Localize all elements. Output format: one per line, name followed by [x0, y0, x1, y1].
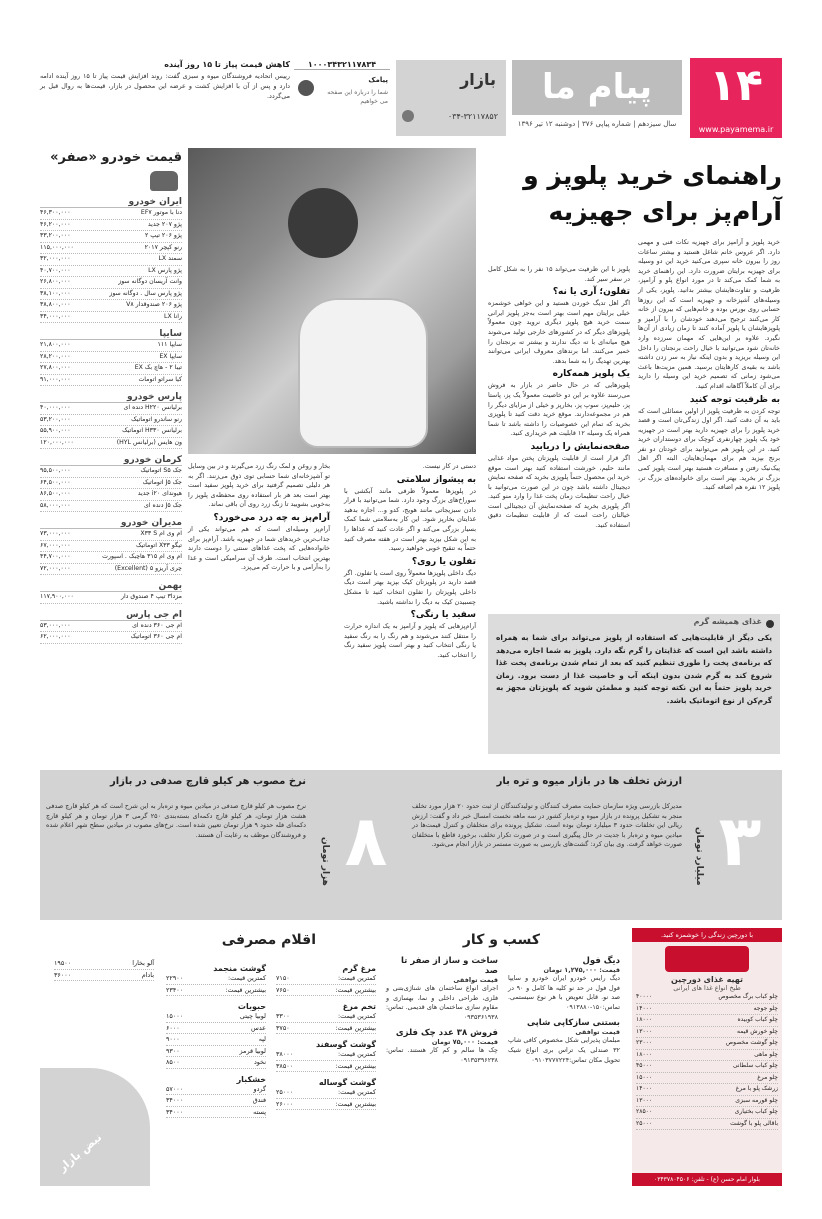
price-row — [166, 1046, 266, 1058]
item-name: هیوندای i۲۰ جدید — [137, 490, 182, 497]
article-col-4 — [188, 462, 330, 573]
price-row — [166, 973, 266, 985]
price-row — [40, 243, 182, 255]
price-row — [40, 621, 182, 633]
expense-group-title: مرغ گرم — [342, 964, 376, 973]
price-row — [636, 1107, 778, 1119]
expenses-col-left — [54, 958, 154, 981]
expenses-title: اقلام مصرفی — [221, 932, 316, 948]
car-group-title: ایران خودرو — [40, 197, 182, 208]
item-price: ۱۵۰۰۰ — [636, 1073, 653, 1081]
car-price-groups — [40, 197, 182, 644]
price-row — [40, 208, 182, 220]
rice-cooker-illustration — [298, 298, 428, 448]
price-row — [40, 340, 182, 352]
item-name: پژو ۲۰۷ جدید — [147, 220, 182, 228]
business-ad — [508, 1018, 620, 1065]
car-group-title: پارس خودرو — [40, 392, 182, 403]
item-name: گردو — [253, 1084, 266, 1093]
article-text: آرام‌پزهایی که پلوپز و آرامپز به یک اندازه حرارت را منتقل کنند می‌شوند و هم رنگ را به رنگ سفید یا رنگی انتخاب کنید و بهتر است پلوپز سفید رنگ را انتخاب کنید. — [344, 622, 476, 659]
expense-group-title: تخم مرغ — [342, 1002, 376, 1011]
item-price: ۲۳۰۰۰ — [636, 1039, 653, 1046]
item-price: ۳۴,۰۰۰,۰۰۰ — [40, 312, 71, 320]
subheading: تفلون یا روی؟ — [411, 556, 476, 567]
price-row — [276, 985, 376, 997]
item-price: ۹۰۰۰ — [166, 1035, 180, 1043]
price-row — [40, 478, 182, 490]
item-price: ۴۶,۲۰۰,۰۰۰ — [40, 220, 71, 228]
business-ad-title: بستنی سازکاپی شاپی — [526, 1018, 620, 1029]
expense-group-title: گوشت منجمد — [213, 964, 266, 973]
expenses-section — [40, 928, 376, 1186]
item-price: ۲۶,۸۰۰,۰۰۰ — [40, 278, 71, 285]
item-name: چلو گوشت مخصوص — [725, 1039, 778, 1046]
item-name: چلو کباب بختیاری — [734, 1108, 778, 1115]
news-body: رییس اتحادیه فروشندگان میوه و سبزی گفت: روند افزایش قیمت پیاز تا ۱۵ روز آینده ادامه دارد و پس از آن با افزایش کشت و عرضه این محصول در بازار، قیمت‌ها به روال قبل بر می‌گردد. — [40, 72, 290, 100]
title-line-1: راهنمای خرید پلوپز و — [523, 161, 782, 190]
article-text: بخار و روغن و لمک رنگ زرد می‌گیرند و در بین وسایل تو آشپزخانه‌ای شما حسابی توی ذوق می‌زنند. اگر به هر دلیلی تصمیم‌ گرفتید برای خرید پلوپز سفید است بهتر است بعد هر بار استفاده روی محفظه‌ی پلوپز را به‌خوبی بشویید تا زنگ زرد روی آن باقی نماند. — [188, 462, 330, 509]
subheading: یک پلوپز همه‌کاره — [552, 369, 630, 380]
restaurant-address: بلوار امام حسن (ع) - تلفن: ۰۳۴۳۷۸۰۴۵۰۶ — [632, 1173, 782, 1186]
business-ad-price: قیمت توافقی — [453, 976, 498, 984]
restaurant-banner: با دورچین زندگی را خوشمزه کنید. — [632, 928, 782, 942]
item-price: ۲۶۰۰۰ — [276, 1099, 294, 1108]
item-price: ۱۱۵,۰۰۰,۰۰۰ — [40, 243, 74, 251]
item-name: باقالی پلو با گوشت — [730, 1119, 778, 1127]
page-number-block — [690, 58, 782, 138]
item-name: بادام — [141, 970, 154, 979]
item-price: ۴۶,۳۰۰,۰۰۰ — [40, 209, 71, 216]
business-ad-price: قیمت: ۱,۲۷۵,۰۰۰ تومان — [543, 966, 620, 974]
sms-label: پیامک — [368, 76, 388, 84]
subheading: آرام‌پز به چه درد می‌خورد؟ — [213, 512, 330, 523]
market-banner — [40, 770, 782, 920]
item-name: بیشترین قیمت: — [225, 985, 266, 994]
price-row — [40, 312, 182, 324]
item-name: ام وی ام ۳۱۵ هاچبک . اسپورت — [102, 553, 182, 560]
item-price: ۳۶۰۰۰ — [54, 970, 72, 979]
price-row — [40, 363, 182, 375]
title-line-2: آرام‌پز برای جهیزیه — [548, 197, 782, 226]
price-row — [276, 1061, 376, 1073]
mushroom-title: نرخ مصوب هر کیلو قارچ صدفی در بازار — [109, 776, 306, 787]
item-name: آلو بخارا — [132, 959, 154, 967]
item-price: ۱۴۰۰۰ — [636, 1085, 653, 1092]
price-row — [276, 1049, 376, 1061]
item-price: ۷۳,۰۰۰,۰۰۰ — [40, 530, 71, 537]
item-price: ۶۷,۰۰۰,۰۰۰ — [40, 541, 71, 549]
business-ad-title: فروش ۳۸ عدد چک فلزی — [395, 1028, 498, 1039]
item-price: ۴۵۰۰۰ — [636, 1062, 653, 1069]
item-price: ۵۳,۰۰۰,۰۰۰ — [40, 621, 71, 629]
price-row — [40, 277, 182, 289]
item-name: لوبیا چیتی — [239, 1012, 266, 1020]
expense-group-title: خشکبار — [236, 1074, 266, 1084]
car-prices-title: قیمت خودرو «صفر» — [50, 150, 182, 165]
expense-group-title: گوشت گوسفند — [316, 1040, 376, 1049]
item-name: بیشترین قیمت: — [335, 1099, 376, 1108]
item-name: چلو کباب کوبیده — [737, 1016, 778, 1023]
price-row — [276, 1011, 376, 1023]
subheading: به ظرفیت توجه کنید — [689, 394, 780, 405]
price-row — [276, 1023, 376, 1035]
item-name: پژو ۲۰۶ تیپ ۲ — [144, 232, 182, 239]
price-row — [40, 564, 182, 576]
item-price: ۱۲۰,۰۰۰,۰۰۰ — [40, 438, 74, 446]
item-price: ۵۷۰۰۰ — [166, 1084, 184, 1093]
sms-block — [294, 60, 390, 136]
item-name: کیا سراتو اتومات — [138, 375, 182, 383]
article-text: دیگ داخلی پلوپزها معمولاً روی است یا تفلون. اگر قصد دارید در پلوپزتان کیک بپزید بهتر است دیگ داخلی پلوپزتان را تفلون انتخاب کنید تا مشکل چسبیدن کیک به دیگ را نداشته باشید. — [344, 568, 476, 606]
item-price: ۲۸,۲۰۰,۰۰۰ — [40, 352, 71, 360]
article-text: اگر اهل تدیگ خوردن هستید و این خواهی خوشمزه خیلی برایتان مهم است بهتر است به‌جز پلوپز ایرانی سمت خرید هیچ پلوپز دیگری نروید چون معمولاً پلوپزهای دیگر که در کشورهای خارجی تولید می‌شوند هیچ میانه‌ای با ته دیگ ندارند و بیشتر ته برنجتان را خمیر می‌کنند. اما برندهای معروف ایرانی می‌توانند بهترین تهدیگ را به شما بدهد. — [488, 299, 630, 365]
item-price: ۴۰,۷۰۰,۰۰۰ — [40, 266, 71, 274]
item-name: تیبا ۲ - هاچ بک EX — [134, 364, 182, 371]
item-price: ۲۷,۸۰۰,۰۰۰ — [40, 364, 71, 371]
item-price: ۵۳,۲۰۰,۰۰۰ — [40, 415, 71, 423]
item-price: ۱۱۷,۹۰۰,۰۰۰ — [40, 593, 74, 600]
business-title: کسب و کار — [462, 932, 540, 948]
item-name: پژو پارس LX — [148, 266, 182, 274]
price-row — [40, 415, 182, 427]
item-name: کمترین قیمت: — [338, 1050, 376, 1058]
business-col-right — [508, 956, 620, 1071]
price-row — [40, 266, 182, 278]
violation-title: ارزش تخلف ها در بازار میوه و تره بار — [496, 776, 682, 787]
item-name: تیگو X۳۳ اتوماتیک — [136, 541, 182, 549]
item-name: جک S۵ اتوماتیک — [140, 467, 182, 474]
item-name: کمترین قیمت: — [338, 1012, 376, 1020]
item-price: ۴۴,۷۰۰,۰۰۰ — [40, 553, 71, 560]
price-row — [636, 1027, 778, 1039]
item-name: لوبیا قرمز — [239, 1046, 266, 1055]
item-name: چلو کباب سلطانی — [732, 1062, 778, 1069]
item-name: رنو کپچر ۲۰۱۷ — [144, 243, 182, 251]
price-row — [636, 1073, 778, 1085]
article-text: دستی در کار نیست. — [422, 462, 476, 470]
price-row — [166, 1107, 266, 1119]
price-row — [166, 1084, 266, 1096]
price-row — [40, 426, 182, 438]
subheading: صفحه‌نمایش را دریابید — [530, 441, 630, 452]
business-ad-body: چک ها سالم و کم کار هستند. تماس: ۰۹۱۳۵۳۹۶۲۳۸ — [386, 1046, 498, 1064]
price-row — [40, 231, 182, 243]
violation-body: مدیرکل بازرسی ویژه سازمان حمایت مصرف کنندگان و تولیدکنندگان از ثبت حدود ۲۰ هزار مورد تخلف منجر به تشکیل پرونده در بازار میوه و تره‌بار کشور در سه ماهه نخست امسال خبر داد و گفت: ارزش ریالی این تخلفات حدود ۳ میلیارد تومان بوده است. تشکیل پرونده برای متخلفان و کنترل قیمت‌ها در میادین میوه و تره‌بار با جدیت در حال پیگیری است و در صورت تکرار تخلف، برخورد قاطع با متخلفان صورت خواهد گرفت. وی بیان کرد: گشت‌های بازرسی به صورت مستمر در بازار انجام می‌شود. — [412, 802, 682, 849]
item-price: ۵۵,۹۰۰,۰۰۰ — [40, 427, 71, 434]
item-price: ۸۵۰۰ — [166, 1058, 180, 1066]
price-row — [40, 352, 182, 364]
price-row — [166, 1023, 266, 1035]
price-row — [636, 1119, 778, 1131]
item-price: ۲۱,۸۰۰,۰۰۰ — [40, 341, 71, 348]
car-group-title: سایپا — [40, 329, 182, 340]
expense-group-title: گوشت گوساله — [318, 1078, 376, 1087]
price-row — [40, 403, 182, 415]
item-price: ۳۸۰۰۰ — [276, 1050, 294, 1058]
price-row — [636, 1084, 778, 1096]
item-price: ۱۵۰۰۰ — [166, 1012, 184, 1020]
article-text: پلوپز با این ظرفیت می‌تواند ۱۵ نفر را به شکل کامل در سفر سیر کند. — [488, 265, 630, 283]
item-name: چلو قورمه سبزی — [735, 1096, 778, 1104]
price-row — [276, 973, 376, 985]
item-price: ۳۲,۰۰۰,۰۰۰ — [40, 255, 71, 262]
item-name: لپه — [258, 1035, 266, 1043]
price-row — [636, 1061, 778, 1073]
car-group-title: ام جی پارس — [40, 610, 182, 621]
article-text: در پلوپزها معمولاً ظرفی مانند آبکشی با سوراخ‌های بزرگ وجود دارد. شما می‌توانید با قرار دادن سبزیجاتی مانند هویج، کدو و... اجازه بدهید غذایتان بخارپز شود. این کار به‌سلامتی شما کمک بسیار بزرگی می‌کند و اگر عادت کنید که غذاها را به این شکل بپزید بهتر است در هفته مصرف کنید حتماً به تنقیح خوبی خواهید رسید. — [344, 486, 476, 553]
item-price: ۳۸,۱۰۰,۰۰۰ — [40, 289, 71, 297]
item-price: ۱۸۰۰۰ — [636, 1016, 653, 1023]
item-name: برلیانس H۲۲۰ دنده ای — [123, 404, 182, 411]
business-ad — [386, 956, 498, 1022]
item-price: ۳۴۰۰۰ — [166, 1107, 184, 1116]
item-price: ۷۲,۰۰۰,۰۰۰ — [40, 564, 71, 572]
price-row — [40, 254, 182, 266]
item-name: بیشترین قیمت: — [335, 985, 376, 994]
price-row — [40, 541, 182, 553]
item-name: ام وی ام X۳۳ S — [140, 530, 182, 537]
expenses-col-right — [276, 958, 376, 1110]
phone-icon — [402, 110, 414, 122]
price-row — [636, 1050, 778, 1062]
item-price: ۲۸۵۰۰ — [636, 1108, 653, 1115]
section-title: بازار — [460, 70, 496, 89]
item-price: ۹۱,۰۰۰,۰۰۰ — [40, 375, 71, 383]
item-price: ۲۳۴۰۰ — [166, 985, 184, 994]
item-name: ام جی ۳۶۰ دنده ای — [132, 621, 182, 629]
item-price: ۲۲۹۰۰ — [166, 974, 184, 982]
item-price: ۱۴۰۰۰ — [636, 1004, 653, 1012]
item-name: برلیانس H۳۳۰ اتوماتیک — [122, 427, 182, 434]
item-name: کمترین قیمت: — [228, 974, 266, 982]
price-row — [40, 220, 182, 232]
item-name: وانت آریسان دوگانه سوز — [118, 278, 182, 285]
sms-icon — [298, 80, 314, 96]
business-ad-price: قیمت: ۷۵,۰۰۰ تومان — [431, 1038, 498, 1047]
item-price: ۳۸۵۰۰ — [276, 1061, 294, 1070]
item-price: ۷۶۵۰ — [276, 985, 290, 994]
item-price: ۳۸,۸۰۰,۰۰۰ — [40, 301, 71, 308]
item-name: چلو جوجه — [753, 1004, 778, 1012]
business-ad-body: اجرای انواع ساختمان های شناژی‌بتنی و فلزی، طراحی داخلی و نما، بهسازی و مقاوم سازی ساختمان های قدیمی. تماس: ۰۹۳۵۳۶۱۹۳۸ — [386, 984, 498, 1021]
violation-unit: میلیارد تومان — [694, 827, 704, 886]
restaurant-ad — [632, 928, 782, 1186]
item-name: زرشک پلو با مرغ — [735, 1085, 778, 1092]
price-row — [636, 1015, 778, 1027]
article-col-1 — [638, 238, 780, 493]
price-row — [636, 992, 778, 1004]
price-row — [40, 438, 182, 450]
business-col-left — [386, 956, 498, 1072]
article-text: توجه کردن به ظرفیت پلوپز از اولین مسائلی است که باید به آن دقت کنید. اگر اول زندگی‌تان است و قصد خرید پلوپز را برای جهیزیه دارید بهتر است در جهیزیه خود یک پلوپز چهارنفری کوچک برای دوستداران خرید کنید. در این پلوپز هم می‌توانید برای خودتان دو نفر برنج بپزید هم برای مهمان‌هایتان. البته اگر اهل پیک‌نیک رفتن و مسافرت هستید بهتر است پلوپز کمی بزرگ تر بخرید. بهتر است برای خانواده‌های بزرگ تر، پلوپز ۱۲ نفره هم اضافه کنید. — [638, 406, 780, 492]
item-name: دنا با موتور EF۷ — [140, 209, 182, 216]
business-ad-price: قیمت توافقی — [575, 1028, 620, 1037]
item-name: پژو پارس سال . دوگانه سوز — [109, 289, 182, 297]
item-name: بیشترین قیمت: — [335, 1023, 376, 1032]
item-price: ۶۰۰۰ — [166, 1023, 180, 1032]
item-price: ۶۴,۵۰۰,۰۰۰ — [40, 478, 71, 486]
price-row — [40, 489, 182, 501]
callout-title: غذای همیشه گرم — [693, 617, 762, 626]
item-price: ۳۳,۲۰۰,۰۰۰ — [40, 232, 71, 239]
car-group-title: مدیران خودرو — [40, 518, 182, 529]
callout-bullet-icon — [766, 620, 774, 628]
mushroom-body: نرخ مصوب هر کیلو قارچ صدفی در میادین میوه و تره‌بار به این شرح است که هر کیلو قارچ صدفی هشت هزار تومان، هر کیلو قارچ دکمه‌ای بسته‌بندی ۲۵۰ گرمی ۳ هزار تومان و هر کیلو قارچ دکمه‌ای فله حدود ۹ هزار تومان تعیین شده است. نرخ‌های مصوب در میادین سطح شهر اعلام شده و فروشندگان موظف به رعایت آن هستند. — [46, 802, 306, 839]
item-name: رنو ساندرو اتوماتیک — [131, 415, 182, 423]
price-row — [276, 1099, 376, 1111]
article-text: آرام‌پز وسیله‌ای است که هم می‌تواند یکی از جذاب‌ترین خریدهای شما در جهیزیه باشد. آرام‌پز برای خانواده‌هایی که پخت غذاهای سنتی را دوست دارند بهترین انتخاب است. ظرف آن سرامیکی است و غذا را به‌آرامی و با حرارت کم می‌پزد. — [188, 524, 330, 572]
expense-group-title: حبوبات — [237, 1002, 266, 1011]
business-ad — [386, 1028, 498, 1065]
item-price: ۹۵,۵۰۰,۰۰۰ — [40, 467, 71, 474]
item-name: جک J۵ دنده ای — [144, 501, 182, 509]
item-name: کمترین قیمت: — [338, 1088, 376, 1096]
item-price: ۱۳۰۰۰ — [636, 1027, 653, 1035]
business-ad-body: دیگ رایس خودرو ایران خودرو و سایپا فول فول در حد نو کلیه ها کامل و ۹۰ در صد نو. قابل تعویض با هر نوع سیستمی. تماس:۱۵۰-۰۹۱۳۸۸۰ — [508, 974, 620, 1011]
item-name: سایپا EX — [159, 352, 182, 360]
price-row — [636, 1096, 778, 1108]
item-name: سمند LX — [158, 255, 182, 262]
price-row — [166, 1034, 266, 1046]
item-price: ۸۶,۵۰۰,۰۰۰ — [40, 490, 71, 497]
item-price: ۴۰,۰۰۰,۰۰۰ — [40, 404, 71, 411]
item-price: ۲۵۰۰۰ — [276, 1088, 294, 1096]
price-row — [54, 970, 154, 982]
car-prices — [40, 150, 182, 750]
item-name: پسته — [253, 1107, 266, 1116]
item-name: عدس — [251, 1023, 266, 1032]
article-title — [462, 158, 782, 230]
article-text: پلوپزهایی که در حال حاضر در بازار به فروش می‌رسند علاوه بر این دو خاصیت معمولاً یک پز، پاستا پز، حلیم‌پز، سوپ پز، بخارپز و خیلی از مزایای دیگر را هم در مجموعه‌دارند. موقع خرید دقت کنید تا پلوپزی بخرید که تمام این خصوصیات را داشته باشد تا شما همراه یک وسیله ۱۲ قابلیت هم خریداری کنید. — [488, 381, 630, 438]
price-row — [40, 501, 182, 513]
business-ad-body: مبلمان پذیرایی شکل مخصوص کافی شاپ ۳۲ صندلی یک تراس بری انواع شیک تحویل مکان تماس:۰۹۱۰۳۷۷۷۲۲۴ — [508, 1036, 620, 1064]
item-name: نخود — [253, 1058, 266, 1066]
item-price: ۲۵۰۰۰ — [636, 1119, 653, 1127]
price-row — [636, 1038, 778, 1050]
price-row — [40, 592, 182, 604]
price-row — [636, 1004, 778, 1016]
item-price: ۳۷۵۰ — [276, 1023, 290, 1032]
mushroom-unit: هزار تومان — [320, 837, 330, 886]
sms-number: ۱۰۰۰۳۴۳۲۱۱۷۸۳۴ — [294, 60, 390, 70]
business-ad-title: دیگ فول — [582, 956, 620, 966]
item-price: ۱۹۵۰۰ — [54, 959, 72, 967]
item-name: فندق — [252, 1096, 266, 1104]
restaurant-name: تهیه غذای دورچین — [670, 975, 744, 984]
item-price: ۴۰۰۰۰ — [636, 993, 653, 1000]
business-ad-title: ساخت و ساز از صفر تا صد — [400, 956, 498, 976]
restaurant-menu — [632, 992, 782, 1130]
item-name: مزدا۳ تیپ ۴ صندوق دار — [120, 593, 182, 600]
news-brief — [40, 60, 290, 136]
price-row — [40, 552, 182, 564]
price-row — [166, 1011, 266, 1023]
page-header — [40, 58, 782, 142]
subheading: سفید یا رنگی؟ — [410, 610, 476, 621]
price-row — [40, 466, 182, 478]
callout-text: یکی دیگر از قابلیت‌هایی که استفاده از پلوپز می‌تواند برای شما به همراه داشته باشد این است که غذایتان را گرم نگه دارد. پلوپز به شما اجازه می‌دهد که برنامه‌ی پخت را طوری تنظیم کنید که بعد از تمام شدن برنامه‌ی پخت غذا شروع کند به گرم شدن بدون اینکه آب و خاصیت غذا از دست برود. زمان خرید پلوپز حتماً به این نکته توجه کنید و مطمئن شوید که پلوپزتان مجهز به گرم‌کن از نوع اتوماتیک باشد. — [496, 633, 772, 705]
item-price: ۷۱۵۰ — [276, 974, 290, 982]
business-ad — [508, 956, 620, 1012]
item-name: چری آریزو ۵ (Excellent) — [114, 564, 182, 572]
item-name: جک J۵ اتوماتیک — [142, 478, 182, 486]
business-section — [386, 928, 620, 1186]
section-block — [396, 60, 506, 136]
item-price: ۶۲,۰۰۰,۰۰۰ — [40, 633, 71, 640]
car-icon — [150, 171, 178, 191]
news-title: کاهش قیمت پیاز تا ۱۵ روز آینده — [164, 60, 290, 69]
item-price: ۹۳۰۰ — [166, 1046, 180, 1055]
item-price: ۱۸۰۰۰ — [636, 1050, 653, 1058]
article-text: خرید پلوپز و آرامپز برای جهیزیه نکات فنی و مهمی دارد. اگر عروس خانم شاغل هستید و بیشتر ساعات روز را بیرون خانه سپری می‌کنید خرید این دو وسیله برای جهیزیه برایتان ضرورت دارد. این راهنمای خرید به شما کمک می‌کند تا در مورد انواع پلو و آرامپز، ظرفیت و تفاوت‌هایشان بیشتر بدانید. پلوپز، یکی از وسیله‌های آشپزخانه و جهیزیه است که این روزها حسابی روی بورس بوده و خانم‌هایی که بیرون از خانه کار می‌کنند ترجیح می‌دهند خودشان را با آرامپز و پلوپز‌هایشان یا پلوپز آماده کنند تا زمان زیادی از آن‌ها نگیرد. علاوه بر این‌هایی که مهمان سرزده وارد خانه‌تان شود می‌توانید با خیال راحت برنجتان را داخل این وسیله بریزید و بدون اینکه نیاز به سر زدن داشته باشد به بقیه‌ی کارهایتان برسید. همین مزیت‌ها باعث می‌شود زمانی که تصمیم خرید این وسیله را دارید برای آن کاملاً آگاهانه اقدام کنید. — [638, 238, 780, 390]
article-text: اگر قرار است از قابلیت پلوپزتان پختن مواد غذایی مانند حلیم، خورشت استفاده کنید بهتر است موقع خرید این محصول حتماً پلوپزی بخرید که صفحه نمایش دیجیتال داشته باشد چون در این صورت می‌توانید با خیال راحت تنظیمات زمان پخت غذا را وارد منو کنید. اگر پلوپزی بخرید که صفحه‌نمایش آن دیجیتالی است خیالتان راحت است که از قابلیت تنظیمات دقیق استفاده کنید. — [488, 453, 630, 530]
item-name: کمترین قیمت: — [338, 974, 376, 982]
price-row — [276, 1087, 376, 1099]
item-name: سایپا ۱۱۱ — [157, 341, 182, 348]
logo: پیام ما — [512, 60, 682, 115]
section-phone: ۰۳۴-۳۲۱۱۷۸۵۲ — [447, 112, 498, 121]
item-name: چلو مرغ — [757, 1073, 778, 1081]
price-row — [40, 375, 182, 387]
price-row — [166, 1095, 266, 1107]
website-link[interactable]: www.payamema.ir — [698, 125, 774, 134]
violation-number: ۳ — [718, 800, 762, 882]
item-name: چلو ماهی — [754, 1050, 778, 1058]
page-number: ۱۴ — [709, 60, 763, 111]
item-name: رانا LX — [164, 312, 182, 320]
price-row — [40, 632, 182, 644]
car-group-title: بهمن — [40, 581, 182, 592]
item-name: ام جی ۳۶۰ اتوماتیک — [130, 633, 182, 640]
price-row — [54, 958, 154, 970]
car-group-title: کرمان خودرو — [40, 455, 182, 466]
price-row — [40, 289, 182, 301]
subheading: تفلون؛ آری یا نه؟ — [552, 287, 630, 298]
item-price: ۱۳۰۰۰ — [636, 1096, 653, 1104]
item-name: پژو ۲۰۶ صندوقدار V۸ — [126, 301, 182, 308]
item-name: بیشترین قیمت: — [335, 1061, 376, 1070]
callout-box — [488, 614, 780, 754]
issue-line: سال سیزدهم | شماره پیاپی ۳۷۶ | دوشنبه ۱۲ تیر ۱۳۹۶ — [517, 120, 677, 128]
mushroom-number: ۸ — [344, 800, 388, 882]
restaurant-tagline: طبخ انواع غذا های ایرانی — [673, 984, 741, 992]
market-pulse-badge — [40, 1068, 150, 1186]
price-row — [40, 300, 182, 312]
market-pulse-label: نبض بازار — [55, 1130, 105, 1175]
article-col-2 — [488, 265, 630, 531]
article-photo — [188, 148, 476, 454]
item-name: چلو کباب برگ مخصوص — [718, 993, 778, 1000]
item-name: ون هایس (برلیانس HYL) — [116, 438, 182, 446]
item-price: ۵۸,۰۰۰,۰۰۰ — [40, 501, 71, 509]
expenses-col-mid — [166, 958, 266, 1118]
item-price: ۳۳۰۰ — [276, 1012, 290, 1020]
item-price: ۳۴۰۰۰ — [166, 1096, 184, 1104]
person-illustration — [288, 188, 358, 258]
subheading: به پیشواز سلامتی — [396, 474, 476, 485]
article-col-3 — [344, 462, 476, 661]
price-row — [166, 985, 266, 997]
restaurant-logo — [665, 946, 749, 972]
price-row — [166, 1057, 266, 1069]
sms-text: شما را درباره این صفحه می خواهیم — [327, 89, 388, 105]
item-name: چلو خورش قیمه — [736, 1027, 778, 1035]
price-row — [40, 529, 182, 541]
